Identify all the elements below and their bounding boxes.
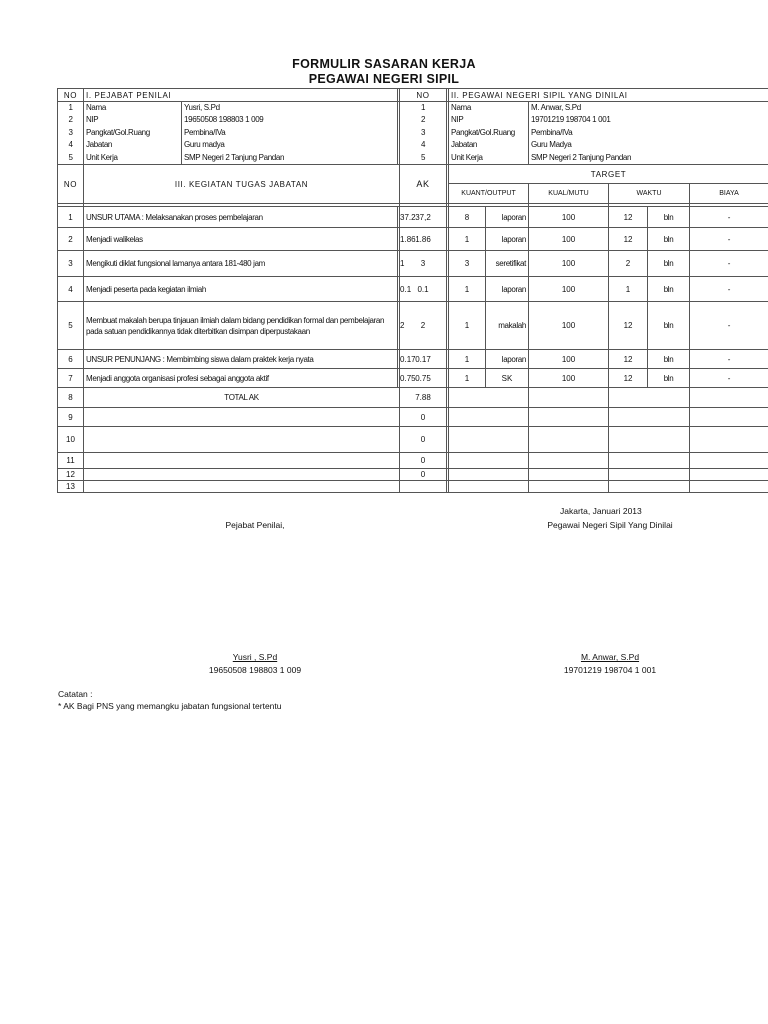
row-waktu: 12 — [609, 207, 648, 228]
row-waktu-unit: bln — [648, 277, 690, 302]
row-mutu: 100 — [529, 251, 609, 277]
penilai-section-header: I. PEJABAT PENILAI — [84, 89, 398, 102]
row-no: 5 — [58, 302, 84, 350]
penilai-unit: SMP Negeri 2 Tanjung Pandan — [184, 152, 285, 162]
penilai-signature-nip: 19650508 198803 1 009 — [208, 665, 302, 675]
row-biaya: - — [690, 277, 768, 302]
penilai-label: Nama — [86, 103, 106, 112]
dinilai-label: Pangkat/Gol.Ruang — [451, 127, 515, 137]
no-header-2: NO — [400, 89, 447, 102]
row-unit: laporan — [486, 207, 529, 228]
kuant-header: KUANT/OUTPUT — [449, 184, 529, 204]
dinilai-signature-name: M. Anwar, S.Pd — [580, 652, 640, 662]
identity-block — [58, 102, 768, 165]
row-mutu: 100 — [529, 369, 609, 388]
row-qty: 1 — [449, 302, 486, 350]
row-kegiatan: Menjadi walikelas — [84, 228, 398, 251]
dinilai-label: NIP — [451, 115, 464, 125]
row-ak: 37,2 — [400, 207, 447, 228]
row-qty: 3 — [449, 251, 486, 277]
row-ak — [400, 481, 447, 493]
row-no: 2 — [58, 228, 84, 251]
kegiatan-no-header: NO — [58, 165, 84, 204]
total-value: 7.88 — [400, 388, 447, 408]
table-row — [58, 228, 768, 251]
penilai-title: Pejabat Penilai, — [225, 520, 285, 530]
row-ak: 0.75 — [400, 369, 447, 388]
target-header: TARGET — [449, 165, 768, 184]
row-mutu: 100 — [529, 277, 609, 302]
row-value: 2 — [398, 302, 400, 350]
row-biaya: - — [690, 228, 768, 251]
dinilai-name: M. Anwar, S.Pd — [531, 103, 581, 112]
row-kegiatan: Membuat makalah berupa tinjauan ilmiah dalam bidang pendidikan formal dan pembelajaran pada satuan pendidikannya tidak diterbitkan disimpan diperpustakaan — [84, 302, 398, 350]
row-waktu: 1 — [609, 277, 648, 302]
row-mutu: 100 — [529, 350, 609, 369]
row-waktu: 12 — [609, 302, 648, 350]
penilai-label: Pangkat/Gol.Ruang — [86, 127, 150, 137]
row-qty: 8 — [449, 207, 486, 228]
row-unit: seretifikat — [486, 251, 529, 277]
note-text: * AK Bagi PNS yang memangku jabatan fungsional tertentu — [58, 701, 282, 711]
row-no: 13 — [58, 481, 84, 493]
row-kegiatan: UNSUR PENUNJANG : Membimbing siswa dalam praktek kerja nyata — [84, 350, 398, 369]
row-biaya: - — [690, 207, 768, 228]
table-row — [58, 469, 768, 481]
table-row — [58, 302, 768, 350]
dinilai-nip: 19701219 198704 1 001 — [531, 115, 611, 125]
row-value: 1.86 — [398, 228, 400, 251]
row-ak: 0.17 — [400, 350, 447, 369]
row-no: 1 — [58, 207, 84, 228]
dinilai-label: Nama — [451, 103, 471, 112]
row-ak: 0 — [400, 427, 447, 453]
row-no: 6 — [58, 350, 84, 369]
row-no: 4 — [58, 277, 84, 302]
penilai-pangkat: Pembina/IVa — [184, 127, 226, 137]
row-unit: makalah — [486, 302, 529, 350]
row-qty: 1 — [449, 350, 486, 369]
row-biaya: - — [690, 251, 768, 277]
kegiatan-title-header: III. KEGIATAN TUGAS JABATAN — [84, 165, 400, 204]
row-no: 11 — [58, 453, 84, 469]
row-waktu-unit: bln — [648, 350, 690, 369]
biaya-header: BIAYA — [690, 184, 768, 204]
row-mutu: 100 — [529, 207, 609, 228]
table-row — [58, 453, 768, 469]
dinilai-num: 5 — [420, 152, 426, 162]
table-row — [58, 481, 768, 493]
row-kegiatan: Mengikuti diklat fungsional lamanya antara 181-480 jam — [84, 251, 398, 277]
form-title: FORMULIR SASARAN KERJA — [292, 57, 476, 71]
row-ak: 0 — [400, 453, 447, 469]
row-qty: 1 — [449, 369, 486, 388]
penilai-num: 5 — [68, 152, 73, 162]
row-waktu: 12 — [609, 228, 648, 251]
row-value: 37.2 — [398, 207, 400, 228]
row-ak: 2 — [400, 302, 447, 350]
dinilai-num: 2 — [420, 115, 426, 125]
row-ak: 0 — [400, 469, 447, 481]
row-ak: 3 — [400, 251, 447, 277]
row-waktu-unit: bln — [648, 207, 690, 228]
kual-header: KUAL/MUTU — [529, 184, 609, 204]
penilai-label: Jabatan — [86, 140, 113, 150]
row-no: 10 — [58, 427, 84, 453]
row-no: 3 — [58, 251, 84, 277]
note-label: Catatan : — [58, 689, 93, 699]
form-subtitle: PEGAWAI NEGERI SIPIL — [308, 72, 460, 86]
row-qty: 1 — [449, 277, 486, 302]
row-waktu-unit: bln — [648, 369, 690, 388]
total-label: TOTAL AK — [84, 388, 400, 408]
kegiatan-header-row — [58, 165, 768, 184]
row-kegiatan: Menjadi peserta pada kegiatan ilmiah — [84, 277, 398, 302]
row-unit: laporan — [486, 228, 529, 251]
place-date: Jakarta, Januari 2013 — [560, 506, 642, 516]
no-header: NO — [58, 89, 84, 102]
penilai-nip: 19650508 198803 1 009 — [184, 115, 264, 125]
table-row — [58, 427, 768, 453]
row-value: 0.75 — [398, 369, 400, 388]
dinilai-num: 3 — [420, 127, 426, 137]
table-row — [58, 408, 768, 427]
total-no: 8 — [58, 388, 84, 408]
row-waktu: 12 — [609, 350, 648, 369]
dinilai-title: Pegawai Negeri Sipil Yang Dinilai — [547, 520, 673, 530]
row-waktu: 12 — [609, 369, 648, 388]
row-waktu-unit: bln — [648, 251, 690, 277]
row-no: 9 — [58, 408, 84, 427]
row-ak: 1.86 — [400, 228, 447, 251]
dinilai-label: Unit Kerja — [451, 152, 483, 162]
row-no: 7 — [58, 369, 84, 388]
row-kegiatan: UNSUR UTAMA : Melaksanakan proses pembelajaran — [84, 207, 398, 228]
penilai-num: 3 — [68, 127, 73, 137]
table-row — [58, 350, 768, 369]
sasaran-kerja-table — [57, 88, 768, 493]
penilai-name: Yusri, S.Pd — [184, 103, 220, 112]
row-no: 12 — [58, 469, 84, 481]
row-biaya: - — [690, 369, 768, 388]
row-unit: laporan — [486, 350, 529, 369]
row-qty: 1 — [449, 228, 486, 251]
row-waktu-unit: bln — [648, 228, 690, 251]
penilai-label: NIP — [86, 115, 99, 125]
row-waktu-unit: bln — [648, 302, 690, 350]
total-row — [58, 388, 768, 408]
dinilai-num: 1 — [420, 103, 426, 112]
row-ak: 0 — [400, 408, 447, 427]
row-value: 0.17 — [398, 350, 400, 369]
penilai-label: Unit Kerja — [86, 152, 118, 162]
penilai-num: 2 — [68, 115, 73, 125]
row-unit: laporan — [486, 277, 529, 302]
table-row — [58, 207, 768, 228]
dinilai-pangkat: Pembina/IVa — [531, 127, 573, 137]
table-row — [58, 277, 768, 302]
row-ak: 0.1 — [400, 277, 447, 302]
ak-header: AK — [400, 165, 447, 204]
row-mutu: 100 — [529, 228, 609, 251]
penilai-num: 4 — [68, 140, 73, 150]
dinilai-section-header: II. PEGAWAI NEGERI SIPIL YANG DINILAI — [449, 89, 768, 102]
row-biaya: - — [690, 350, 768, 369]
penilai-jabatan: Guru madya — [184, 140, 225, 150]
dinilai-jabatan: Guru Madya — [531, 140, 572, 150]
dinilai-signature-nip: 19701219 198704 1 001 — [563, 665, 657, 675]
row-mutu: 100 — [529, 302, 609, 350]
dinilai-label: Jabatan — [451, 140, 478, 150]
row-unit: SK — [486, 369, 529, 388]
penilai-num: 1 — [68, 103, 73, 112]
row-kegiatan: Menjadi anggota organisasi profesi sebagai anggota aktif — [84, 369, 398, 388]
dinilai-num: 4 — [420, 140, 426, 150]
identity-header-row — [58, 89, 768, 102]
row-biaya: - — [690, 302, 768, 350]
table-row — [58, 251, 768, 277]
dinilai-unit: SMP Negeri 2 Tanjung Pandan — [531, 152, 632, 162]
waktu-header: WAKTU — [609, 184, 690, 204]
row-waktu: 2 — [609, 251, 648, 277]
penilai-signature-name: Yusri , S.Pd — [232, 652, 278, 662]
row-value: 0.1 — [398, 277, 400, 302]
row-value: 1 — [398, 251, 400, 277]
table-row — [58, 369, 768, 388]
